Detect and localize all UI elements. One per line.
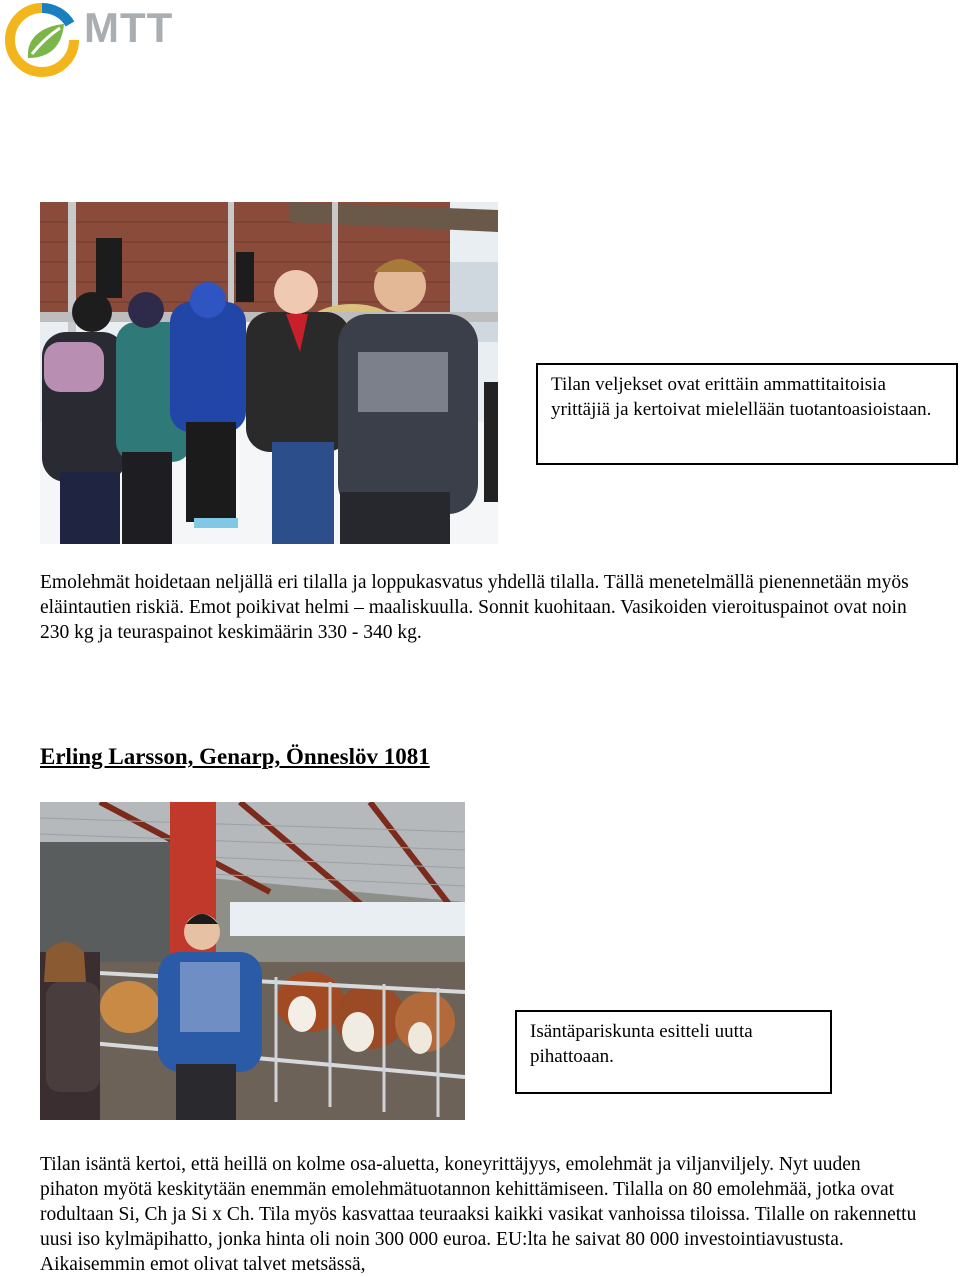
mtt-logo-icon: [4, 2, 80, 78]
photo-caption-brothers: Tilan veljekset ovat erittäin ammattitaitoisia yrittäjiä ja kertoivat mielellään tuotantoasioistaan.: [536, 363, 958, 465]
body-paragraph-cow-care: Emolehmät hoidetaan neljällä eri tilalla ja loppukasvatus yhdellä tilalla. Tällä menetelmällä pienennetään myös eläintautien riskiä. Emot poikivat helmi – maaliskuulla. Sonnit kuohitaan. Vasikoiden vieroituspainot ovat noin 230 kg ja teuraspainot keskimäärin 330 - 340 kg.: [40, 572, 909, 643]
body-paragraph-farm-description: Tilan isäntä kertoi, että heillä on kolme osa-aluetta, koneyrittäjyys, emolehmät ja viljanviljely. Nyt uuden pihaton myötä keskitytään enemmän emolehmätuotannon kehittämiseen. Tilalla on 80 emolehmää, jotka ovat rodultaan Si, Ch ja Si x Ch. Tila myös kasvattaa teuraaksi kaikki vasikat vanhoissa tiloissa. Tilalle on rakennettu uusi iso kylmäpihatto, jonka hinta oli noin 300 000 euroa. EU:lta he saivat 80 000 investointiavustusta. Aikaisemmin emot olivat talvet metsässä,: [40, 1154, 917, 1275]
farm-visitors-photo: [40, 202, 498, 544]
barn-cattle-photo: [40, 802, 465, 1120]
section-heading-erling-larsson: Erling Larsson, Genarp, Önneslöv 1081: [40, 744, 430, 769]
photo-caption-new-barn: Isäntäpariskunta esitteli uutta pihattoaan.: [515, 1010, 832, 1094]
mtt-logo: [4, 2, 194, 78]
logo-text: MTT: [84, 4, 174, 51]
